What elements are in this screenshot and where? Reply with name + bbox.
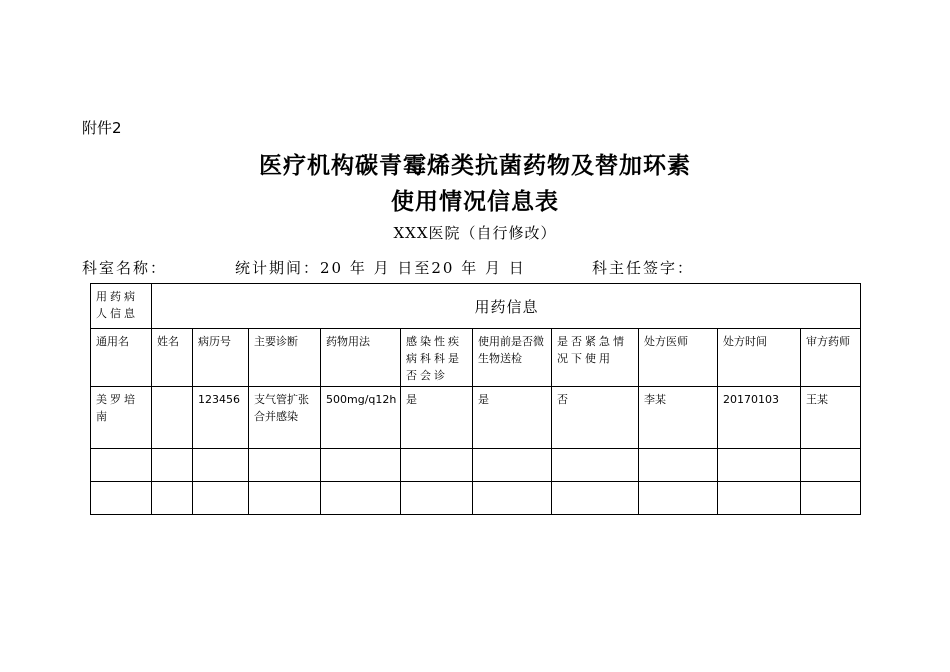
cell-dosage: 500mg/q12h: [321, 387, 401, 449]
empty-cell: [152, 449, 193, 482]
cell-reviewing-pharmacist: 王某: [801, 387, 861, 449]
empty-cell: [249, 449, 321, 482]
empty-cell: [552, 449, 639, 482]
col-header-main-diagnosis: 主要诊断: [249, 329, 321, 387]
empty-cell: [639, 449, 718, 482]
empty-cell: [91, 449, 152, 482]
col-header-microbe-test: 使用前是否微生物送检: [473, 329, 552, 387]
cell-consultation: 是: [401, 387, 473, 449]
cell-prescription-time: 20170103: [718, 387, 801, 449]
document-title-line-2: 使用情况信息表: [391, 189, 559, 215]
col-header-consultation: 感染性疾病科科是否会诊: [401, 329, 473, 387]
cell-microbe-test: 是: [473, 387, 552, 449]
col-header-prescription-time: 处方时间: [718, 329, 801, 387]
empty-cell: [552, 482, 639, 515]
empty-cell: [718, 449, 801, 482]
statistics-period-label: 统计期间：20 年 月 日至20 年 月 日: [235, 259, 526, 277]
empty-cell: [473, 449, 552, 482]
director-signature-label: 科主任签字：: [592, 259, 695, 277]
empty-cell: [193, 449, 249, 482]
col-header-generic-name: 通用名: [91, 329, 152, 387]
cell-generic-name: 美罗培南: [91, 387, 152, 449]
empty-cell: [401, 449, 473, 482]
table-column-header-row: [91, 329, 861, 387]
cell-prescribing-doctor: 李某: [639, 387, 718, 449]
cell-record-number: 123456: [193, 387, 249, 449]
empty-cell: [249, 482, 321, 515]
col-header-reviewing-pharmacist: 审方药师: [801, 329, 861, 387]
empty-cell: [321, 482, 401, 515]
col-header-dosage: 药物用法: [321, 329, 401, 387]
department-label: 科室名称：: [82, 259, 168, 277]
empty-cell: [801, 449, 861, 482]
table-row: [91, 387, 861, 449]
attachment-label: 附件2: [82, 119, 122, 137]
empty-cell: [801, 482, 861, 515]
empty-cell: [91, 482, 152, 515]
col-header-record-number: 病历号: [193, 329, 249, 387]
empty-cell: [152, 482, 193, 515]
empty-cell: [473, 482, 552, 515]
table-row-empty: [91, 482, 861, 515]
cell-patient-name: [152, 387, 193, 449]
cell-emergency-use: 否: [552, 387, 639, 449]
col-header-patient-name: 姓名: [152, 329, 193, 387]
empty-cell: [718, 482, 801, 515]
group-header-patient-info: 用药病人信息: [91, 284, 152, 329]
empty-cell: [193, 482, 249, 515]
empty-cell: [321, 449, 401, 482]
table-group-header-row: [91, 284, 861, 329]
document-title-line-1: 医疗机构碳青霉烯类抗菌药物及替加环素: [259, 153, 691, 179]
empty-cell: [639, 482, 718, 515]
group-header-drug-info: 用药信息: [152, 284, 861, 329]
cell-main-diagnosis: 支气管扩张合并感染: [249, 387, 321, 449]
col-header-emergency-use: 是否紧急情况下使用: [552, 329, 639, 387]
hospital-subtitle: XXX医院（自行修改）: [393, 224, 557, 242]
table-row-empty: [91, 449, 861, 482]
drug-usage-table: [90, 283, 861, 515]
empty-cell: [401, 482, 473, 515]
col-header-prescribing-doctor: 处方医师: [639, 329, 718, 387]
